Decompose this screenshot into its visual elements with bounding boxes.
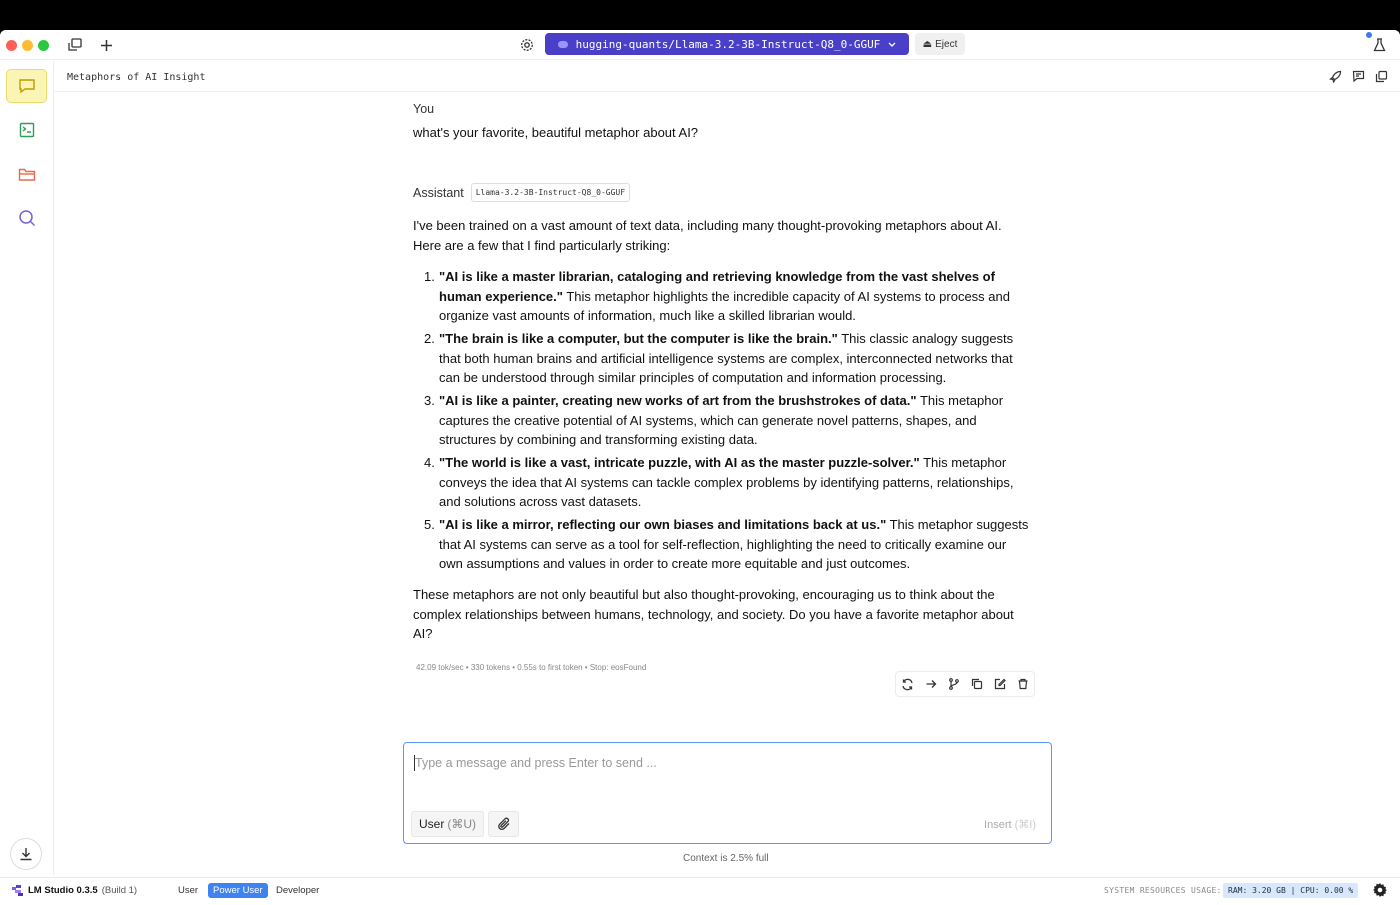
assistant-outro: These metaphors are not only beautiful but also thought-provoking, encouraging us to think about the complex relationships between humans, technology, and society. Do you have a favorite metaphor about AI? (413, 587, 1014, 641)
chat-title[interactable]: Metaphors of AI Insight (67, 72, 206, 83)
metaphor-quote: "The brain is like a computer, but the computer is like the brain." (439, 331, 838, 346)
insert-label: Insert (984, 819, 1012, 831)
message-input-area[interactable] (403, 742, 1052, 844)
sidebar-search-button[interactable] (6, 201, 47, 235)
insert-button[interactable] (984, 818, 1036, 831)
generation-stats: 42.09 tok/sec • 330 tokens • 0.55s to first token • Stop: eosFound (416, 663, 647, 672)
footer-gear-icon[interactable] (1373, 883, 1387, 900)
duplicate-icon[interactable] (1375, 70, 1388, 83)
system-resources-value[interactable]: RAM: 3.20 GB | CPU: 0.00 % (1223, 883, 1358, 898)
new-chat-button[interactable] (94, 34, 118, 56)
metaphor-quote: "AI is like a master librarian, cataloging and retrieving knowledge from the vast shelves of human experience." (439, 269, 995, 304)
list-number: 1. (424, 269, 435, 284)
chats-icon[interactable] (63, 34, 87, 56)
download-icon (19, 847, 33, 861)
chat-settings-icon[interactable] (1352, 70, 1365, 83)
app-brand (12, 885, 137, 896)
download-button[interactable] (10, 838, 42, 870)
role-shortcut: (⌘U) (447, 817, 477, 831)
model-selector[interactable] (545, 33, 909, 55)
app-window (0, 30, 1400, 905)
status-footer (0, 877, 1400, 905)
close-window-button[interactable] (6, 40, 17, 51)
title-bar (0, 30, 1400, 60)
header-divider (54, 91, 1400, 92)
attach-button[interactable] (488, 811, 519, 837)
metaphor-item (413, 515, 1033, 574)
model-name: hugging-quants/Llama-3.2-3B-Instruct-Q8_0-GGUF (575, 37, 881, 51)
message-actions (895, 671, 1035, 697)
rocket-icon[interactable] (1329, 70, 1342, 83)
assistant-model-tag: Llama-3.2-3B-Instruct-Q8_0-GGUF (471, 183, 630, 202)
mode-power-user[interactable]: Power User (208, 883, 268, 898)
list-number: 5. (424, 517, 435, 532)
regenerate-icon[interactable] (900, 676, 916, 692)
role-toggle-button[interactable] (411, 811, 484, 837)
continue-arrow-icon[interactable] (923, 676, 939, 692)
minimize-window-button[interactable] (22, 40, 33, 51)
eject-label: Eject (935, 38, 958, 50)
role-label: User (419, 817, 445, 831)
metaphor-item (413, 267, 1033, 326)
metaphor-explanation: This metaphor conveys the idea that AI systems can tackle complex problems by identifying patterns, relationships, and solutions across vast datasets. (439, 455, 1014, 509)
left-sidebar (0, 61, 54, 875)
app-name: LM Studio 0.3.5 (28, 885, 98, 896)
flask-icon[interactable] (1367, 34, 1391, 56)
insert-shortcut: (⌘I) (1014, 819, 1036, 831)
app-build: (Build 1) (101, 885, 138, 896)
metaphor-quote: "AI is like a mirror, reflecting our own biases and limitations back at us." (439, 517, 887, 532)
message-input-placeholder[interactable]: Type a message and press Enter to send ... (415, 756, 657, 770)
mode-developer[interactable]: Developer (276, 885, 320, 896)
assistant-role-label: Assistant (413, 185, 464, 200)
branch-icon[interactable] (946, 676, 962, 692)
copy-icon[interactable] (969, 676, 985, 692)
system-resources-label: SYSTEM RESOURCES USAGE: (1104, 886, 1222, 895)
list-number: 4. (424, 455, 435, 470)
metaphor-explanation: This metaphor captures the creative potential of AI systems, which can generate novel patterns, shapes, and structures by combining and transforming existing data. (439, 393, 1004, 447)
sidebar-chat-button[interactable] (6, 69, 47, 103)
context-usage-note: Context is 2.5% full (683, 853, 769, 864)
list-number: 3. (424, 393, 435, 408)
metaphor-item (413, 329, 1033, 388)
search-icon (18, 209, 36, 227)
user-role-label: You (413, 102, 435, 116)
metaphor-quote: "The world is like a vast, intricate puzzle, with AI as the master puzzle-solver." (439, 455, 920, 470)
delete-icon[interactable] (1015, 676, 1031, 692)
metaphor-list (413, 267, 1033, 577)
chat-bubble-icon (18, 78, 36, 94)
chat-header-actions (1329, 70, 1388, 83)
terminal-icon (19, 122, 35, 138)
metaphor-item (413, 453, 1033, 512)
maximize-window-button[interactable] (38, 40, 49, 51)
metaphor-quote: "AI is like a painter, creating new works of art from the brushstrokes of data." (439, 393, 917, 408)
metaphor-explanation: This metaphor suggests that AI systems can serve as a tool for self-reflection, highlighting the need to critically examine our own assumptions and values in order to create more equitable and just outcomes. (439, 517, 1029, 571)
eject-icon: ⏏ (922, 38, 933, 50)
edit-icon[interactable] (992, 676, 1008, 692)
metaphor-explanation: This metaphor highlights the incredible capacity of AI systems to process and organize vast amounts of information, much like a skilled librarian would. (439, 288, 1010, 323)
model-icon (558, 41, 568, 48)
lm-studio-logo-icon (12, 885, 24, 896)
sidebar-developer-button[interactable] (6, 113, 47, 147)
eject-button[interactable] (915, 33, 965, 55)
metaphor-item (413, 391, 1033, 450)
folder-icon (18, 167, 36, 182)
chevron-down-icon (888, 38, 896, 51)
paperclip-icon (497, 817, 511, 831)
list-number: 2. (424, 331, 435, 346)
metaphor-explanation: This classic analogy suggests that both human brains and artificial intelligence systems are complex, interconnected networks that can be understood through similar principles of computation and information processing. (439, 331, 1014, 385)
sidebar-models-button[interactable] (6, 157, 47, 191)
assistant-intro: I've been trained on a vast amount of text data, including many thought-provoking metaphors about AI. Here are a few that I find particularly striking: (413, 218, 1002, 253)
settings-gear-icon[interactable] (515, 34, 539, 56)
user-message[interactable]: what's your favorite, beautiful metaphor about AI? (413, 125, 699, 140)
assistant-header (413, 183, 630, 202)
mode-user[interactable]: User (178, 885, 199, 896)
